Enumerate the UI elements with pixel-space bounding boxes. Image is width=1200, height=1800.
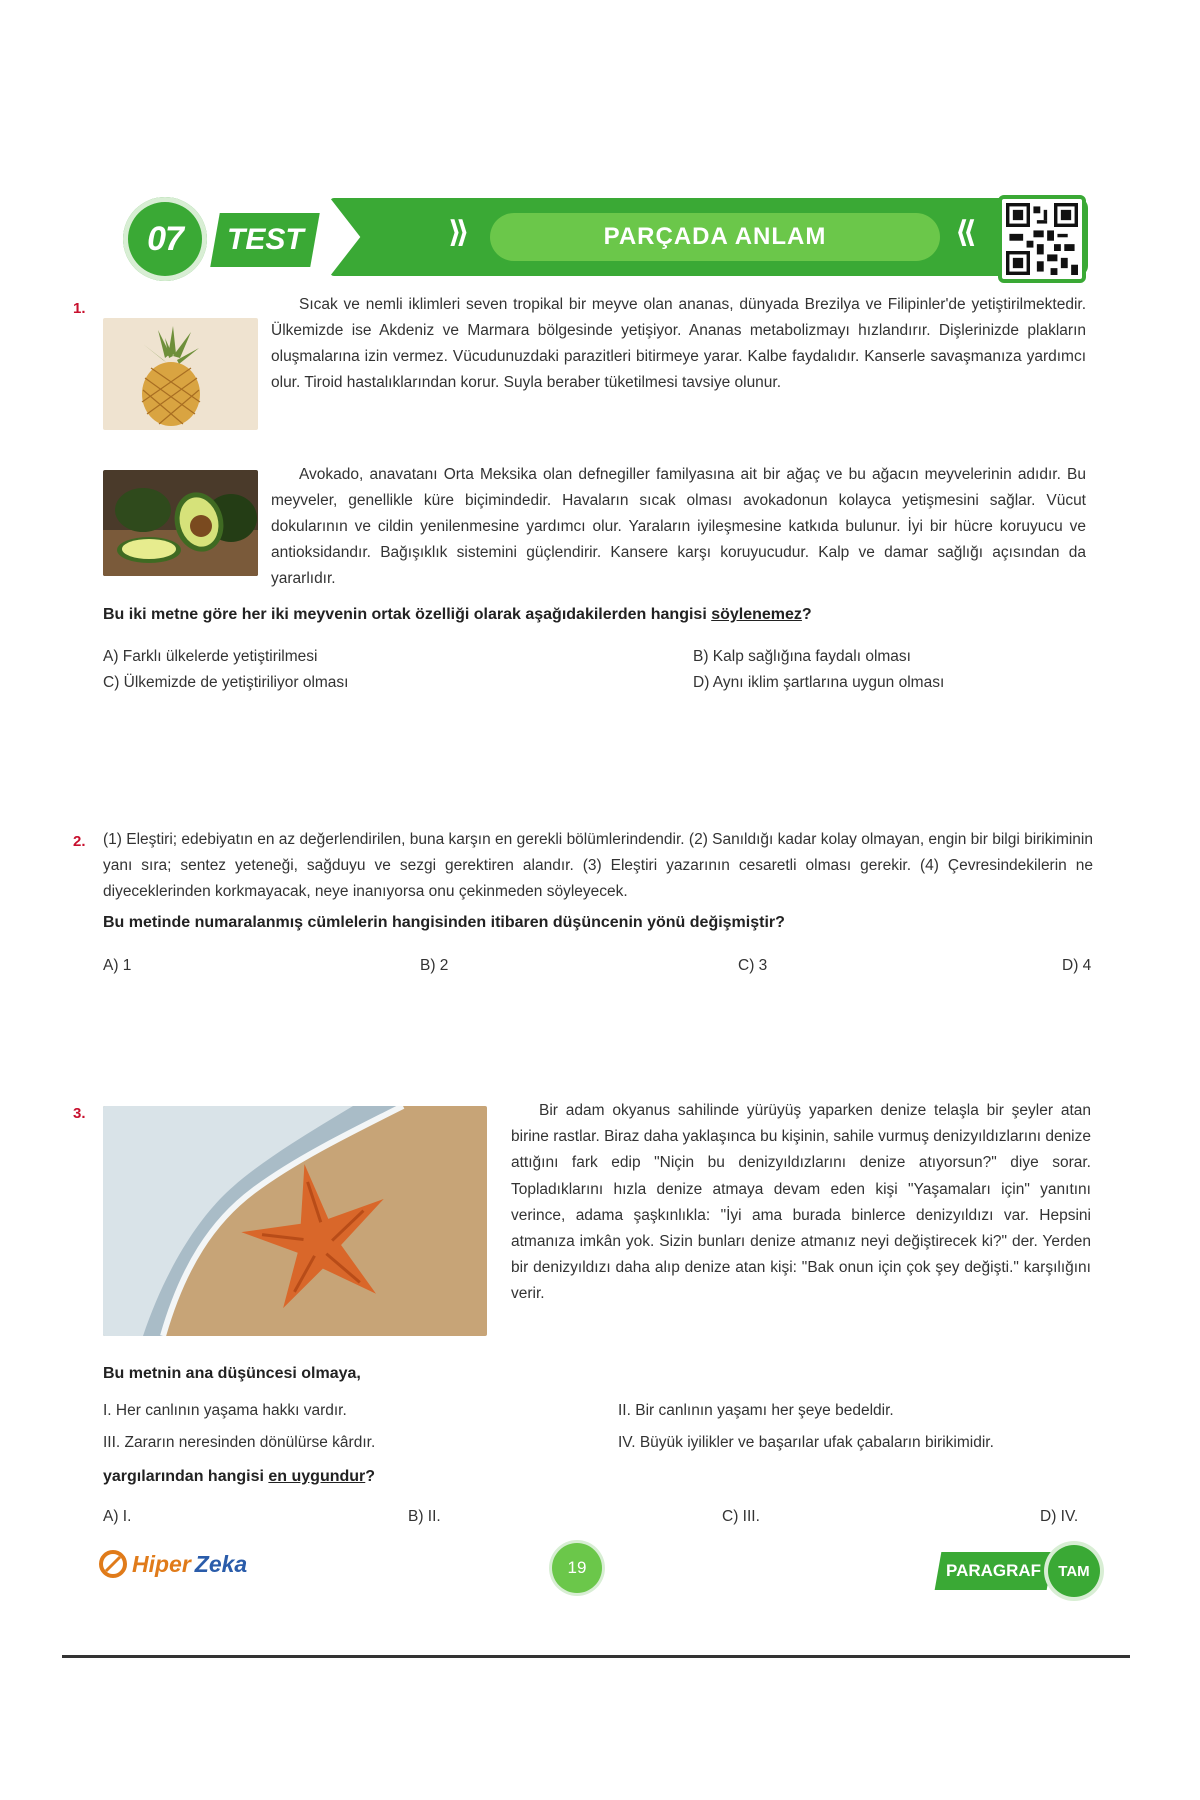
- question-2-option-d[interactable]: D) 4: [1062, 957, 1092, 974]
- question-2-option-c[interactable]: C) 3: [738, 957, 768, 974]
- question-2-prompt: Bu metinde numaralanmış cümlelerin hangisinden itibaren düşüncenin yönü değişmiştir?: [103, 914, 785, 931]
- question-3-paragraph: [511, 1098, 1091, 1308]
- brand-swirl-icon: [98, 1549, 128, 1579]
- level-badge: [1048, 1545, 1100, 1597]
- question-3-statement-4: IV. Büyük iyilikler ve başarılar ufak çabaların birikimidir.: [618, 1434, 994, 1451]
- pineapple-text: Sıcak ve nemli iklimleri seven tropikal bir meyve olan ananas, dünyada Brezilya ve Filipinler'de yetiştirilmektedir. Ülkemizde ise Akdeniz ve Marmara bölgesinde yetişiyor. Ananas metabolizmayı hızlandırır. Dişlerinizde plakların oluşmalarına izin vermez. Vücudunuzdaki parazitleri bitirmeye yarar. Kalbe faydalıdır. Kanserle savaşmanıza yardımcı olur. Tiroid hastalıklarından korur. Suyla beraber tüketilmesi tavsiye olunur.: [271, 296, 1086, 391]
- question-1-number: 1.: [73, 300, 86, 317]
- test-number-badge: [123, 197, 207, 281]
- question-3-prompt-main: yargılarından hangisi: [103, 1468, 269, 1485]
- chevron-left-icon: ⟪: [955, 216, 977, 249]
- question-2-option-a[interactable]: A) 1: [103, 957, 132, 974]
- qr-code-icon[interactable]: [998, 195, 1086, 283]
- page-number: 19: [567, 1558, 587, 1577]
- question-3-option-a[interactable]: A) I.: [103, 1508, 132, 1525]
- question-2-option-b[interactable]: B) 2: [420, 957, 449, 974]
- question-1-option-c[interactable]: C) Ülkemizde de yetiştiriliyor olması: [103, 674, 349, 691]
- question-3-prompt-underlined: en uygundur: [268, 1468, 366, 1485]
- test-label: TEST: [226, 223, 304, 256]
- avocado-text: Avokado, anavatanı Orta Meksika olan defnegiller familyasına ait bir ağaç ve bu ağacın meyvelerinin adıdır. Bu meyveler, genellikle küre biçimindedir. Havaların sıcak olması avokadonun kolayca yetişmesini sağlar. Vücut dokularının ve cildin yenilenmesine yardımcı olur. Yaraların iyileşmesine katkıda bulunur. İyi bir hücre koruyucu ve antioksidandır. Bağışıklık sistemini güçlendirir. Kansere karşı koruyucudur. Kalp ve damar sağlığı açısından da yararlıdır.: [271, 466, 1086, 587]
- question-3-lead: Bu metnin ana düşüncesi olmaya,: [103, 1365, 361, 1382]
- question-3-statement-1: I. Her canlının yaşama hakkı vardır.: [103, 1402, 347, 1419]
- question-3-number: 3.: [73, 1105, 86, 1122]
- question-1-option-b[interactable]: B) Kalp sağlığına faydalı olması: [693, 648, 911, 665]
- question-1-option-d[interactable]: D) Aynı iklim şartlarına uygun olması: [693, 674, 945, 691]
- chevron-right-icon: ⟫: [448, 216, 470, 249]
- question-3-prompt: [103, 1468, 375, 1486]
- question-2-number: 2.: [73, 833, 86, 850]
- question-3-option-b[interactable]: B) II.: [408, 1508, 441, 1525]
- page-number-badge: [552, 1543, 602, 1593]
- question-3-statement-3: III. Zararın neresinden dönülürse kârdır.: [103, 1434, 376, 1451]
- question-3-option-d[interactable]: D) IV.: [1040, 1508, 1079, 1525]
- brand-name-part1: Hiper: [132, 1550, 191, 1577]
- brand-logo: [98, 1549, 247, 1579]
- section-label: PARAGRAF: [946, 1561, 1042, 1580]
- question-1-paragraph-1: [271, 292, 1086, 396]
- question-3-statement-2: II. Bir canlının yaşamı her şeye bedeldir.: [618, 1402, 894, 1419]
- brand-name-part2: Zeka: [194, 1550, 248, 1577]
- question-2-paragraph: (1) Eleştiri; edebiyatın en az değerlendirilen, buna karşın en gerekli bölümlerindendir. (2) Sanıldığı kadar kolay olmayan, engin bir bilgi birikiminin yanı sıra; sentez yeteneği, sağduyu ve sezgi gerektiren alandır. (3) Eleştiri yazarının cesaretli olması gerekir. (4) Çevresindekilerin ne diyeceklerinden korkmayacak, neye inanıyorsa onu çekinmeden söyleyecek.: [103, 831, 1093, 900]
- question-3-prompt-end: ?: [365, 1468, 376, 1485]
- question-1-prompt-main: Bu iki metne göre her iki meyvenin ortak özelliği olarak aşağıdakilerden hangisi: [103, 606, 712, 623]
- question-1-prompt: [103, 606, 1093, 624]
- starfish-story-text: Bir adam okyanus sahilinde yürüyüş yaparken denize telaşla bir şeyler atan birine rastlar. Biraz daha yaklaşınca bu kişinin, sahile vurmuş denizyıldızlarını denize attığını fark edip "Niçin bu denizyıldızlarını denize atıyorsun?" diye sorar. Topladıklarını hızla denize atmaya devam eden kişi "Yaşamaları için" yanıtını verince, adama şaşkınlıkla: "İyi ama burada binlerce denizyıldızı var. Hepsini atmanıza imkân yok. Sizin bunları denize atmanız neyi değiştirecek ki?" der. Yerden bir denizyıldızı daha alıp denize atan kişi: "Bak onun için çok şey değişti." karşılığını verir.: [511, 1102, 1091, 1303]
- page-title: PARÇADA ANLAM: [603, 223, 827, 250]
- level-label: TAM: [1058, 1562, 1090, 1580]
- pineapple-image: [103, 318, 258, 430]
- question-3-option-c[interactable]: C) III.: [722, 1508, 760, 1525]
- question-1-prompt-end: ?: [801, 606, 812, 623]
- bottom-divider: [62, 1655, 1130, 1658]
- title-pill: [490, 213, 940, 261]
- question-1-prompt-underlined: söylenemez: [711, 606, 802, 623]
- qr-code-graphic: [1006, 203, 1078, 275]
- test-label-badge: [210, 213, 320, 267]
- test-number: 07: [147, 219, 183, 258]
- starfish-image: [103, 1106, 487, 1336]
- section-badge: [935, 1552, 1054, 1590]
- avocado-image: [103, 470, 258, 576]
- question-1-paragraph-2: [271, 462, 1086, 592]
- question-1-option-a[interactable]: A) Farklı ülkelerde yetiştirilmesi: [103, 648, 318, 665]
